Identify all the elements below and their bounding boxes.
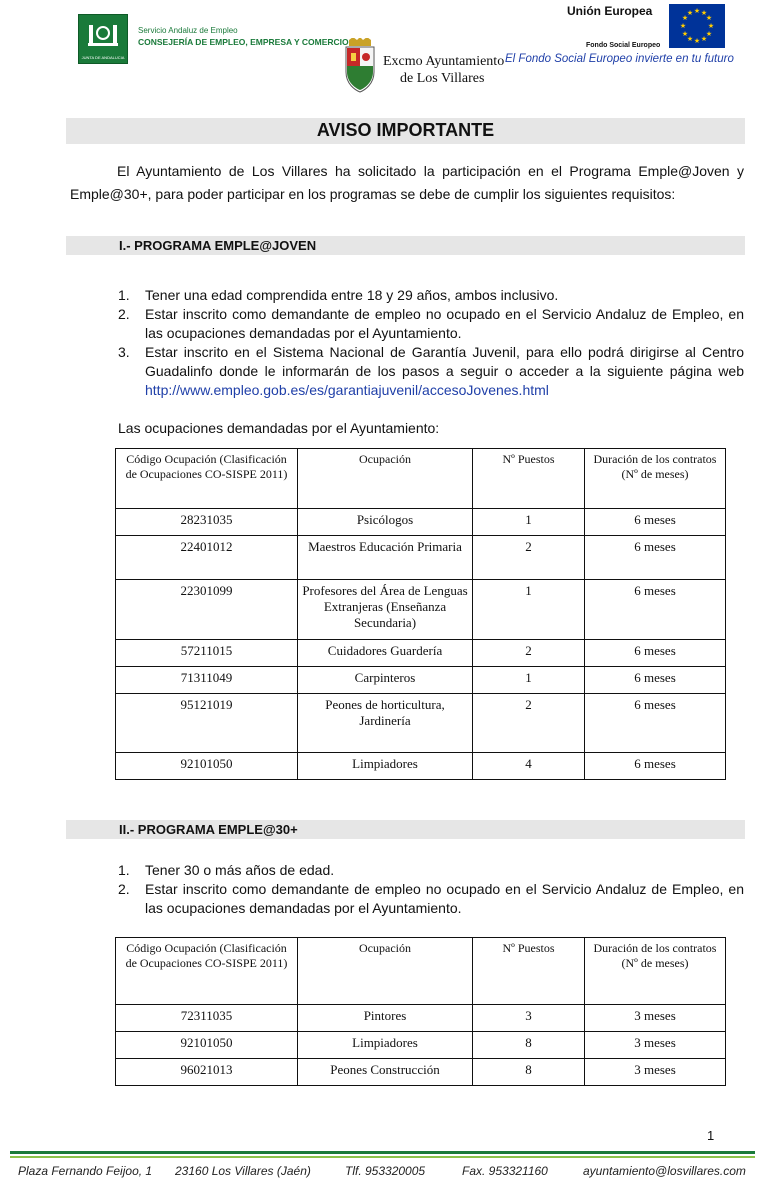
page-title: AVISO IMPORTANTE <box>316 120 495 140</box>
svg-text:★: ★ <box>679 22 687 30</box>
footer-address: Plaza Fernando Feijoo, 1 <box>18 1164 153 1178</box>
ayuntamiento-name-line1: Excmo Ayuntamiento <box>383 54 505 69</box>
table-cell: Maestros Educación Primaria <box>298 536 473 580</box>
fse-label: Fondo Social Europeo <box>586 42 661 49</box>
svg-text:★: ★ <box>705 14 713 22</box>
table-cell: 6 meses <box>585 694 726 753</box>
header-cell: Código Ocupación (Clasificación de Ocupaciones CO-SISPE 2011) <box>116 449 298 509</box>
table-cell: Carpinteros <box>298 667 473 694</box>
los-villares-coat-of-arms-icon <box>343 38 377 94</box>
footer-rule <box>10 1151 755 1154</box>
svg-text:★: ★ <box>705 30 713 38</box>
header-cell: Duración de los contratos (Nº de meses) <box>585 938 726 1005</box>
header-cell: Nº Puestos <box>473 449 585 509</box>
junta-logo-text: JUNTA DE ANDALUCIA <box>81 55 125 60</box>
svg-text:★: ★ <box>681 14 689 22</box>
table-row <box>116 667 726 694</box>
list-number: 1. <box>118 862 130 878</box>
page-number: 1 <box>707 1128 715 1143</box>
table-cell: Peones de horticultura, Jardinería <box>298 694 473 753</box>
header-cell: Código Ocupación (Clasificación de Ocupaciones CO-SISPE 2011) <box>116 938 298 1005</box>
svg-text:★: ★ <box>700 35 708 43</box>
garantia-juvenil-link[interactable]: http://www.empleo.gob.es/es/garantiajuvenil/accesoJovenes.html <box>145 382 549 398</box>
list-number: 2. <box>118 306 130 322</box>
table-cell: 3 meses <box>585 1059 726 1086</box>
list-item <box>118 286 744 305</box>
sae-name: Servicio Andaluz de Empleo <box>138 26 238 35</box>
ue-title: Unión Europea <box>567 4 653 18</box>
list-number: 2. <box>118 881 130 897</box>
table-cell: 95121019 <box>116 694 298 753</box>
table-cell: 4 <box>473 753 585 780</box>
footer-fax: Fax. 953321160 <box>462 1164 548 1178</box>
table-cell: 57211015 <box>116 640 298 667</box>
table-row <box>116 694 726 753</box>
header-cell: Ocupación <box>298 449 473 509</box>
svg-text:★: ★ <box>686 35 694 43</box>
footer-rule-light <box>10 1156 755 1158</box>
table-cell: 92101050 <box>116 1032 298 1059</box>
list-number: 3. <box>118 344 130 360</box>
eu-stars-icon <box>669 4 725 48</box>
table-cell: 22401012 <box>116 536 298 580</box>
list-text: Tener una edad comprendida entre 18 y 29 años, ambos inclusivo. <box>145 287 559 303</box>
table-cell: 8 <box>473 1059 585 1086</box>
table-cell: 1 <box>473 667 585 694</box>
section2-heading: II.- PROGRAMA EMPLE@30+ <box>119 822 298 837</box>
list-text: Estar inscrito en el Sistema Nacional de Garantía Juvenil, para ello podrá dirigirse al Centro Guadalinfo donde le informarán de los pasos a seguir o acceder a la siguiente página web <box>145 344 744 379</box>
list-number: 1. <box>118 287 130 303</box>
fse-tagline: El Fondo Social Europeo invierte en tu futuro <box>505 53 734 65</box>
table-cell: 92101050 <box>116 753 298 780</box>
svg-text:★: ★ <box>686 9 694 17</box>
footer-phone: Tlf. 953320005 <box>345 1164 426 1178</box>
table-cell: 72311035 <box>116 1005 298 1032</box>
table-header-row <box>116 449 726 509</box>
table-cell: 3 meses <box>585 1032 726 1059</box>
table-header-row <box>116 938 726 1005</box>
table-cell: Pintores <box>298 1005 473 1032</box>
svg-text:★: ★ <box>693 37 701 45</box>
table-cell: 1 <box>473 580 585 640</box>
list-item <box>118 305 744 343</box>
svg-text:★: ★ <box>700 9 708 17</box>
header-cell: Nº Puestos <box>473 938 585 1005</box>
table-cell: 6 meses <box>585 667 726 694</box>
footer-city: 23160 Los Villares (Jaén) <box>175 1164 311 1178</box>
table-row <box>116 509 726 536</box>
table-cell: 3 <box>473 1005 585 1032</box>
occupations-table-joven <box>115 448 726 780</box>
table-cell: Psicólogos <box>298 509 473 536</box>
svg-text:★: ★ <box>693 7 701 15</box>
section1-requirements <box>118 286 744 400</box>
list-text: Estar inscrito como demandante de empleo no ocupado en el Servicio Andaluz de Empleo, en las ocupaciones demandadas por el Ayuntamiento. <box>145 881 744 916</box>
table-cell: 6 meses <box>585 536 726 580</box>
table-cell: 22301099 <box>116 580 298 640</box>
eu-flag-icon <box>669 4 725 48</box>
table-row <box>116 580 726 640</box>
junta-andalucia-logo <box>78 14 128 64</box>
table-row <box>116 1059 726 1086</box>
junta-emblem-icon <box>87 21 119 47</box>
table-row <box>116 640 726 667</box>
list-text: Tener 30 o más años de edad. <box>145 862 335 878</box>
table-cell: Limpiadores <box>298 753 473 780</box>
table-cell: 2 <box>473 694 585 753</box>
table-cell: 6 meses <box>585 753 726 780</box>
footer-email[interactable]: ayuntamiento@losvillares.com <box>583 1164 746 1178</box>
table-cell: Profesores del Área de Lenguas Extranjeras (Enseñanza Secundaria) <box>298 580 473 640</box>
section2-requirements <box>118 861 744 918</box>
table-cell: 28231035 <box>116 509 298 536</box>
occupations-label: Las ocupaciones demandadas por el Ayuntamiento: <box>118 420 440 436</box>
ayuntamiento-name-line2: de Los Villares <box>400 71 485 86</box>
table-cell: 71311049 <box>116 667 298 694</box>
table-cell: 96021013 <box>116 1059 298 1086</box>
list-item <box>118 861 744 880</box>
table-cell: 8 <box>473 1032 585 1059</box>
header-cell: Duración de los contratos (Nº de meses) <box>585 449 726 509</box>
list-item <box>118 343 744 400</box>
svg-text:★: ★ <box>707 22 715 30</box>
table-cell: 6 meses <box>585 640 726 667</box>
table-cell: Limpiadores <box>298 1032 473 1059</box>
section1-heading: I.- PROGRAMA EMPLE@JOVEN <box>119 238 317 253</box>
header-cell: Ocupación <box>298 938 473 1005</box>
table-row <box>116 536 726 580</box>
list-text: Estar inscrito como demandante de empleo no ocupado en el Servicio Andaluz de Empleo, en las ocupaciones demandadas por el Ayuntamiento. <box>145 306 744 341</box>
svg-text:★: ★ <box>681 30 689 38</box>
table-cell: Peones Construcción <box>298 1059 473 1086</box>
table-cell: 2 <box>473 536 585 580</box>
table-row <box>116 1032 726 1059</box>
table-cell: Cuidadores Guardería <box>298 640 473 667</box>
table-cell: 6 meses <box>585 580 726 640</box>
list-item <box>118 880 744 918</box>
consejeria-name: CONSEJERÍA DE EMPLEO, EMPRESA Y COMERCIO <box>138 37 349 47</box>
table-cell: 3 meses <box>585 1005 726 1032</box>
table-cell: 2 <box>473 640 585 667</box>
table-cell: 1 <box>473 509 585 536</box>
occupations-table-30plus <box>115 937 726 1086</box>
table-cell: 6 meses <box>585 509 726 536</box>
table-row <box>116 1005 726 1032</box>
table-row <box>116 753 726 780</box>
intro-paragraph: El Ayuntamiento de Los Villares ha solicitado la participación en el Programa Emple@Joven y Emple@30+, para poder participar en los programas se debe de cumplir los siguientes requisitos: <box>70 163 744 202</box>
